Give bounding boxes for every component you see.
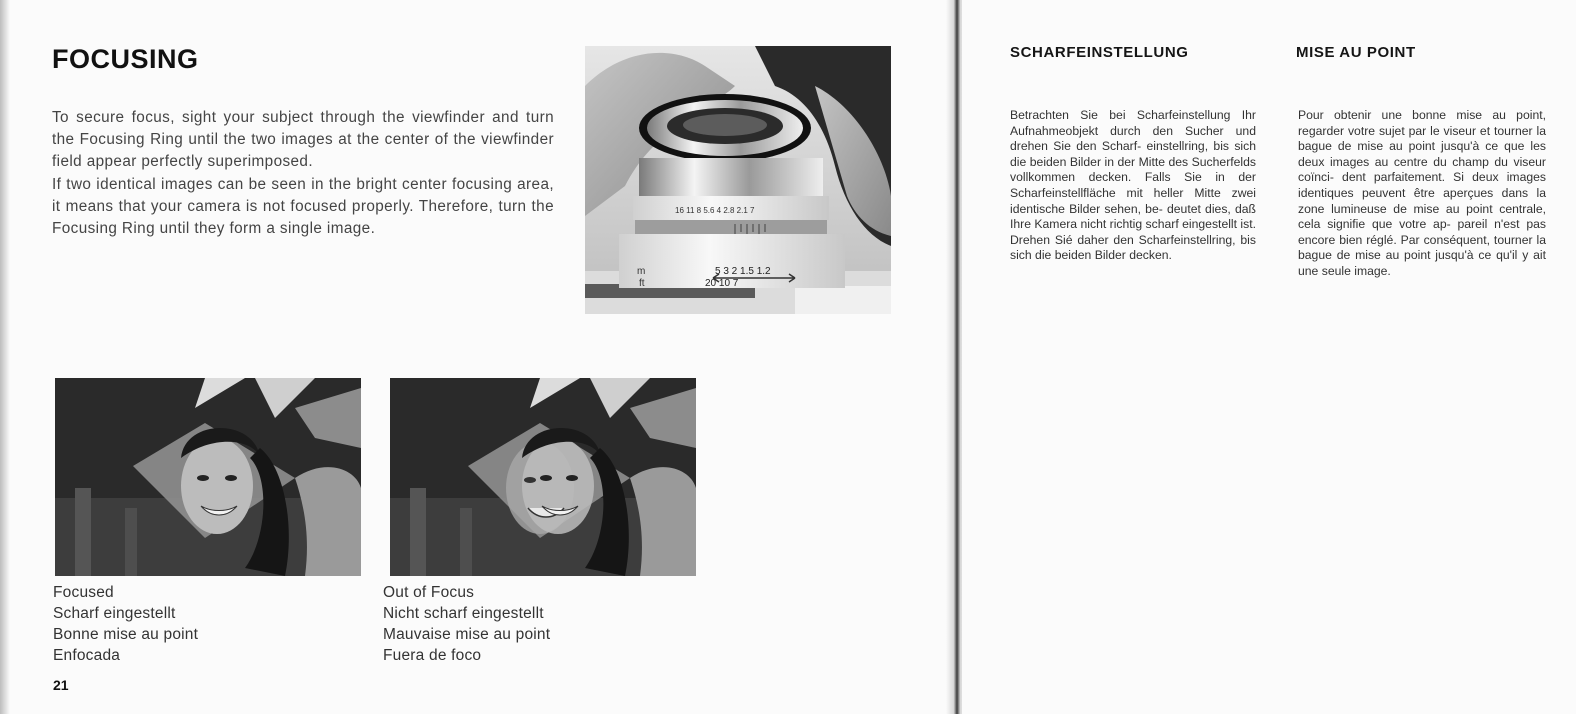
page-title: FOCUSING	[52, 44, 199, 74]
french-heading: MISE AU POINT	[1296, 44, 1416, 61]
french-instructions: Pour obtenir une bonne mise au point, regarder votre sujet par le viseur et tourner la bague de mise au point jusqu'à ce que les deux images au centre du champ du viseur coïnci- dent parfaitement. Si deux images identiques peuvent être aperçues dans la zone lumineuse de mise au point centrale, cela signifie que votre ap- pareil n'est pas encore bien réglé. Par conséquent, tourner la bague de mise au point jusqu'à ce qu'il y ait une seule image.	[1298, 108, 1546, 278]
instruction-paragraph-2: If two identical images can be seen in the bright center focusing area, it means that your camera is not focused properly. Therefore, turn the Focusing Ring until they form a single image.	[52, 175, 554, 238]
distance-meter-scale: 5 3 2 1.5 1.2	[715, 266, 771, 277]
out-of-focus-caption	[383, 582, 550, 666]
feet-scale-label: ft	[639, 278, 645, 289]
instruction-paragraph-1: To secure focus, sight your subject through the viewfinder and turn the Focusing Ring until the two images at the center of the viewfinder field appear perfectly superimposed.	[52, 109, 554, 171]
focused-caption	[53, 582, 198, 666]
caption-line: Out of Focus	[383, 584, 475, 601]
aperture-scale: 16 11 8 5.6 4 2.8 2.1 7	[675, 206, 755, 215]
caption-line: Focused	[53, 584, 114, 601]
german-heading: SCHARFEINSTELLUNG	[1010, 44, 1189, 61]
page-number: 21	[53, 677, 69, 693]
page-edge-shadow	[0, 0, 10, 714]
lens-focusing-ring-photo	[585, 46, 891, 314]
caption-line: Bonne mise au point	[53, 626, 199, 643]
lens-illustration	[585, 46, 891, 314]
caption-line: Scharf eingestellt	[53, 605, 176, 622]
distance-feet-scale: 20 10 7	[705, 278, 739, 289]
meter-scale-label: m	[637, 266, 646, 277]
right-page	[962, 0, 1576, 714]
caption-line: Enfocada	[53, 647, 121, 664]
german-instructions: Betrachten Sie bei Scharfeinstellung Ihr Aufnahmeobjekt durch den Sucher und drehen Sie den Scharf- einstellring, bis sich die beiden Bilder in der Mitte des Sucherfelds vollkommen decken. Falls Sie in der Scharfeinstellfläche mit heller Mitte zwei identische Bilder sehen, be- deutet dies, daß Ihre Kamera nicht richtig scharf eingestellt ist. Drehen Sié daher den Scharfeinstellring, bis sich die beiden Bilder decken.	[1010, 108, 1256, 263]
out-of-focus-example-photo	[390, 378, 696, 576]
out-of-focus-portrait-image	[390, 378, 696, 576]
caption-line: Nicht scharf eingestellt	[383, 605, 544, 622]
caption-line: Mauvaise mise au point	[383, 626, 551, 643]
focused-example-photo	[55, 378, 361, 576]
english-instructions	[52, 107, 554, 240]
focused-portrait-image	[55, 378, 361, 576]
caption-line: Fuera de foco	[383, 647, 482, 664]
